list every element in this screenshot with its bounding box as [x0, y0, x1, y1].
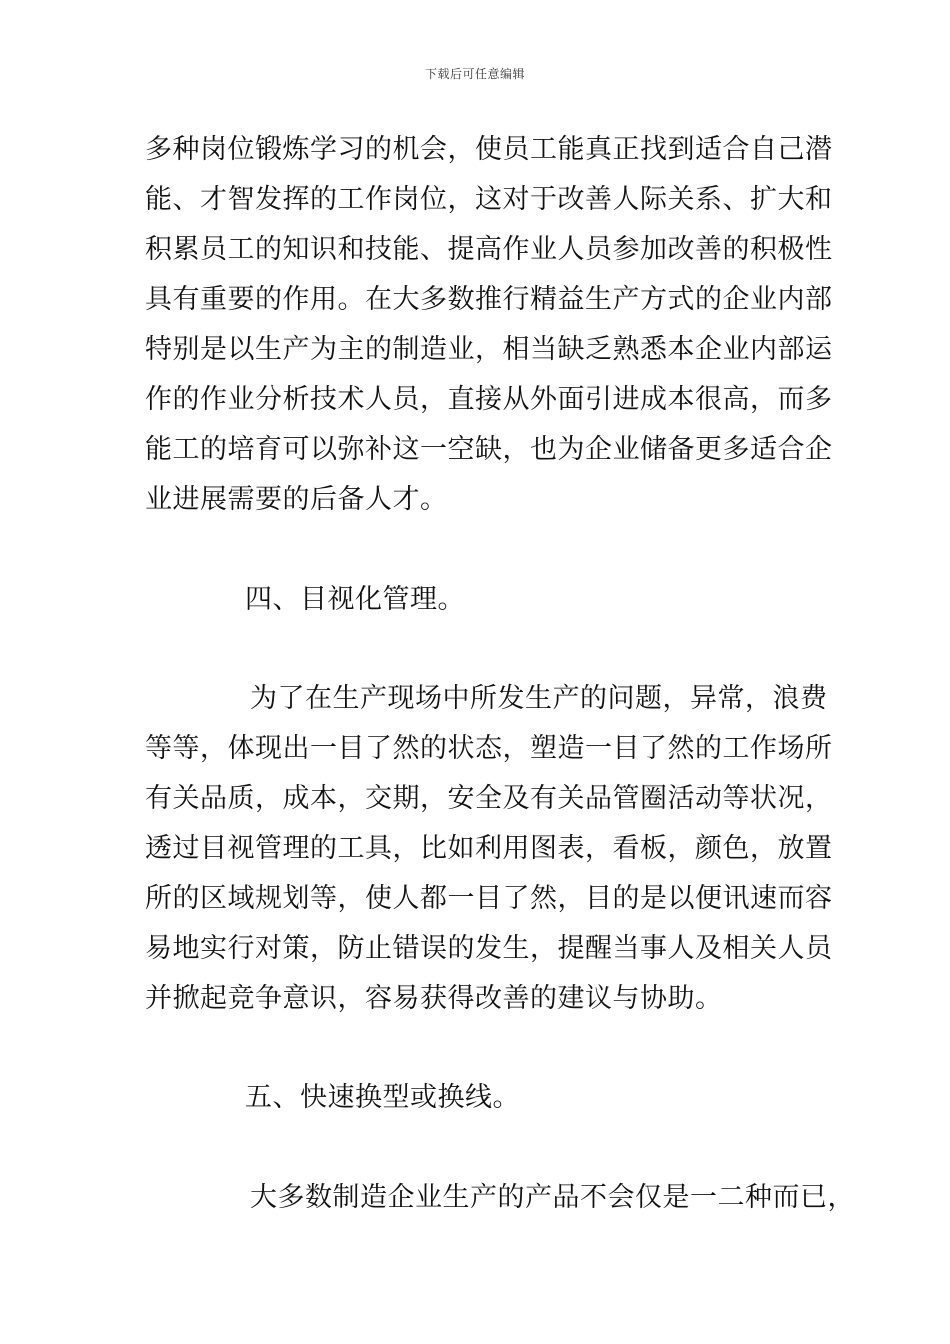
text-line: 透过目视管理的工具，比如利用图表，看板，颜色，放置	[145, 833, 833, 864]
text-line: 特别是以生产为主的制造业，相当缺乏熟悉本企业内部运	[145, 334, 833, 365]
text-line: 作的作业分析技术人员，直接从外面引进成本很高，而多	[145, 384, 833, 415]
text-line: 易地实行对策，防止错误的发生，提醒当事人及相关人员	[145, 933, 833, 964]
section-heading-quick-changeover: 五、快速换型或换线。	[245, 1082, 520, 1113]
text-line: 多种岗位锻炼学习的机会，使员工能真正找到适合自己潜	[145, 134, 833, 165]
section-heading-visual-management: 四、目视化管理。	[245, 584, 465, 615]
text-line: 业进展需要的后备人才。	[145, 484, 448, 515]
text-line: 所的区域规划等，使人都一目了然，目的是以便讯速而容	[145, 883, 833, 914]
text-line: 积累员工的知识和技能、提高作业人员参加改善的积极性	[145, 234, 833, 265]
text-line: 并掀起竞争意识，容易获得改善的建议与协助。	[145, 983, 723, 1014]
text-line: 具有重要的作用。在大多数推行精益生产方式的企业内部	[145, 284, 833, 315]
text-line: 等等，体现出一目了然的状态，塑造一目了然的工作场所	[145, 733, 833, 764]
page-header: 下载后可任意编辑	[424, 67, 525, 81]
text-line: 大多数制造企业生产的产品不会仅是一二种而已，	[250, 1182, 855, 1213]
text-line: 为了在生产现场中所发生产的问题，异常，浪费	[250, 683, 828, 714]
text-line: 能、才智发挥的工作岗位，这对于改善人际关系、扩大和	[145, 184, 833, 215]
text-line: 能工的培育可以弥补这一空缺，也为企业储备更多适合企	[145, 434, 833, 465]
text-line: 有关品质，成本，交期，安全及有关品管圈活动等状况，	[145, 783, 833, 814]
